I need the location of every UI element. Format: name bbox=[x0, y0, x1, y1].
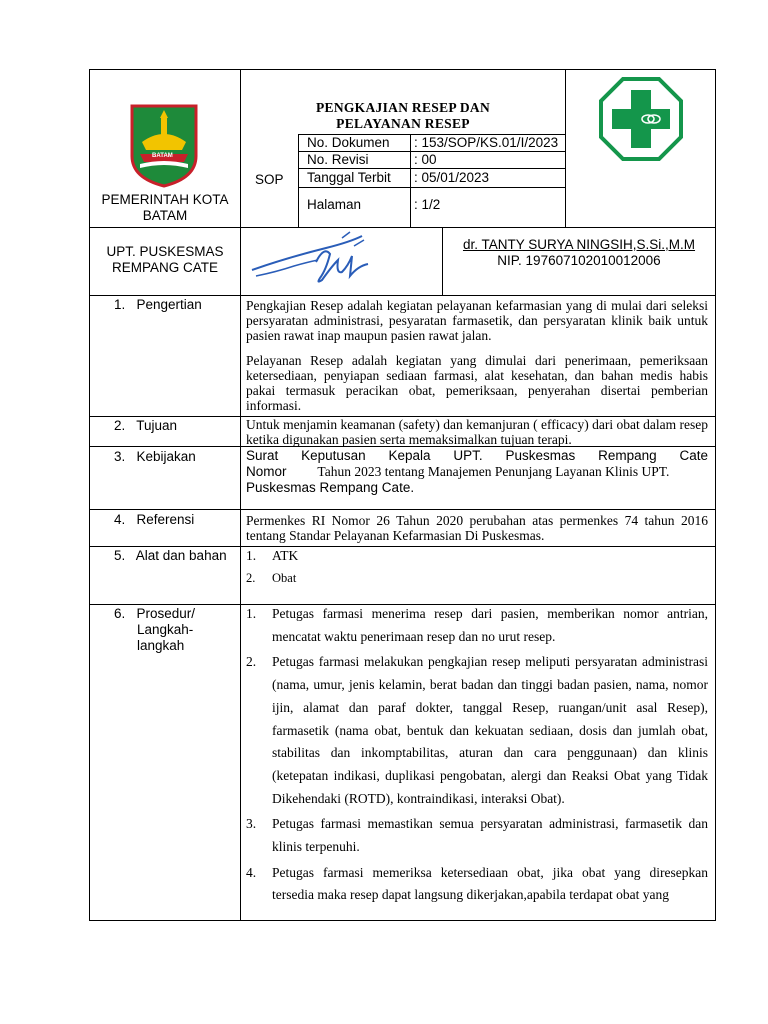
meta-label-2: Tanggal Terbit bbox=[307, 170, 391, 185]
list-item: 4. Petugas farmasi memeriksa ketersediaan obat, jika obat yang diresepkan tersedia maka resep dapat langsung dikerjakan,apabila terdapat obat yang bbox=[246, 864, 708, 903]
meta-value-0: : 153/SOP/KS.01/I/2023 bbox=[414, 135, 559, 150]
meta-value-2: : 05/01/2023 bbox=[414, 170, 490, 185]
label-alat: 5. Alat dan bahan bbox=[114, 548, 227, 563]
referensi-text: Permenkes RI Nomor 26 Tahun 2020 perubahan atas permenkes 74 tahun 2016 tentang Standar Pelayanan Kefarmasian Di Puskesmas. bbox=[246, 513, 708, 543]
meta-label-0: No. Dokumen bbox=[307, 135, 390, 150]
alat-list bbox=[246, 546, 708, 588]
document-title: PENGKAJIAN RESEP DAN PELAYANAN RESEP bbox=[315, 100, 491, 131]
city-logo bbox=[130, 104, 198, 188]
meta-value-3: : 1/2 bbox=[414, 197, 441, 212]
pengertian-text: Pengkajian Resep adalah kegiatan pelayanan kefarmasian yang di mulai dari seleksi persyaratan administrasi, pesyaratan farmasetik, dan persyaratan klinik baik untuk pasien rawat inap maupun pasien rawat jalan. Pelayanan Resep adalah kegiatan yang dimulai dari penerimaan, pemeriksaan ketersediaan, penyiapan sediaan farmasi, alat kesehatan, dan bahan medis habis pakai termasuk peracikan obat, pemeriksaan, penyerahan disertai pemberian informasi. bbox=[246, 298, 708, 413]
label-referensi: 4. Referensi bbox=[114, 512, 195, 527]
label-prosedur: 6. Prosedur/ Langkah- langkah bbox=[114, 606, 196, 653]
list-item: 1. ATK bbox=[246, 548, 299, 563]
tujuan-text: Untuk menjamin keamanan (safety) dan kemanjuran ( efficacy) dari obat dalam resep ketika digunakan pasien serta memaksimalkan tujuan terapi. bbox=[246, 417, 708, 447]
prosedur-steps bbox=[246, 603, 708, 919]
list-item: 2. Obat bbox=[246, 571, 297, 585]
org-name: PEMERINTAH KOTA BATAM bbox=[101, 192, 229, 223]
kebijakan-text: Surat Keputusan Kepala UPT. Puskesmas Rempang Cate Nomor Tahun 2023 tentang Manajemen Penunjang Layanan Klinis UPT. Puskesmas Rempang Cate. bbox=[246, 448, 708, 495]
meta-value-1: : 00 bbox=[414, 152, 437, 167]
meta-label-3: Halaman bbox=[307, 197, 362, 212]
list-item: 1. Petugas farmasi menerima resep dari pasien, memberikan nomor antrian, mencatat waktu penerimaan resep dan no urut resep. bbox=[246, 606, 708, 644]
label-pengertian: 1. Pengertian bbox=[114, 297, 202, 312]
label-tujuan: 2. Tujuan bbox=[114, 418, 178, 433]
sop-label: SOP bbox=[255, 172, 284, 187]
signature-image bbox=[246, 226, 386, 292]
signer-nip: NIP. 197607102010012006 bbox=[497, 253, 661, 268]
list-item: 2. Petugas farmasi melakukan pengkajian resep meliputi persyaratan administrasi (nama, umur, jenis kelamin, berat badan dan tinggi badan pasien, nama, nomor ijin, alamat dan paraf dokter, tanggal Resep, ruangan/unit asal Resep), farmasetik (nama obat, bentuk dan kekuatan sediaan, dosis dan jumlah obat, stabilitas dan inkomptabilitas, aturan dan cara penggunaan) dan klinis (ketepatan indikasi, duplikasi pengobatan, alergi dan Reaksi Obat yang Tidak Dikehendaki (ROTD), kontraindikasi, interaksi Obat). bbox=[246, 654, 708, 806]
logo-text: BATAM bbox=[152, 153, 173, 159]
signer-name: dr. TANTY SURYA NINGSIH,S.Si.,M.M bbox=[462, 237, 696, 252]
list-item: 3. Petugas farmasi memastikan semua persyaratan administrasi, farmasetik dan klinis terpenuhi. bbox=[246, 816, 708, 855]
meta-label-1: No. Revisi bbox=[307, 152, 369, 167]
label-kebijakan: 3. Kebijakan bbox=[114, 449, 196, 464]
signer-block bbox=[443, 237, 715, 269]
unit-name: UPT. PUSKESMAS REMPANG CATE bbox=[106, 244, 224, 275]
puskesmas-cross-logo bbox=[598, 76, 684, 162]
